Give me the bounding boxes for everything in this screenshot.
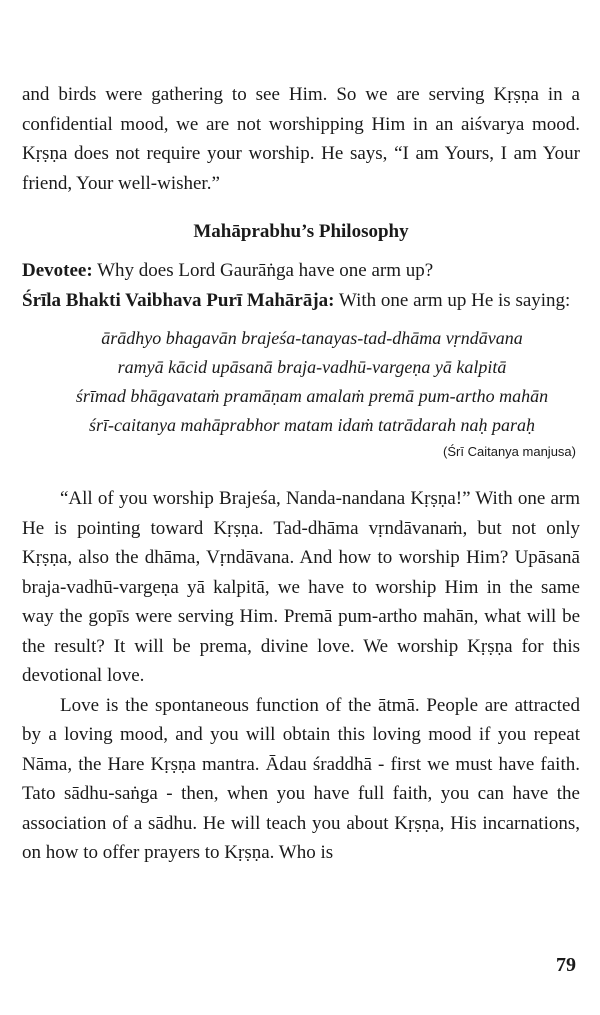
verse-source: (Śrī Caitanya manjusa): [443, 444, 576, 459]
verse-line: śrī-caitanya mahāprabhor matam idaṁ tatrādarah naḥ paraḥ: [88, 415, 535, 435]
paragraph-2: “All of you worship Brajeśa, Nanda-nandana Kṛṣṇa!” With one arm He is pointing toward Kṛṣṇa. Tad-dhāma vṛndāvanaṁ, but not only Kṛṣṇa, also the dhāma, Vṛndāvana. And how to worship Him? Upāsanā braja-vadhū-vargeṇa yā kalpitā, we have to worship Him in the same way the gopīs were serving Him. Premā pum-artho mahān, what will be the result? It will be prema, divine love. We worship Kṛṣṇa for this devotional love.: [22, 488, 580, 686]
page-number: 79: [556, 954, 576, 976]
page-body: [22, 80, 580, 868]
verse-line: ārādhyo bhagavān brajeśa-tanayas-tad-dhāma vṛndāvana: [101, 328, 523, 348]
maharaja-answer: [22, 286, 580, 316]
section-heading: Mahāprabhu’s Philosophy: [193, 221, 409, 242]
maharaja-answer-text: With one arm up He is saying:: [338, 289, 571, 311]
verse-line: śrīmad bhāgavataṁ pramāṇam amalaṁ premā pum-artho mahān: [75, 386, 549, 406]
paragraph-1: and birds were gathering to see Him. So we are serving Kṛṣṇa in a confidential mood, we are not worshipping Him in an aiśvarya mood. Kṛṣṇa does not require your worship. He says, “I am Yours, I am Your friend, Your well-wisher.”: [22, 84, 580, 194]
devotee-question: [22, 256, 580, 286]
verse-line: ramyā kācid upāsanā braja-vadhū-vargeṇa yā kalpitā: [117, 357, 507, 377]
maharaja-speaker: Śrīla Bhakti Vaibhava Purī Mahārāja:: [22, 289, 335, 311]
devotee-speaker: Devotee:: [22, 260, 93, 281]
devotee-question-text: Why does Lord Gaurāṅga have one arm up?: [97, 260, 434, 281]
verse-block: [22, 324, 580, 440]
paragraph-3: Love is the spontaneous function of the ātmā. People are attracted by a loving mood, and you will obtain this loving mood if you repeat Nāma, the Hare Kṛṣṇa mantra. Ādau śraddhā - first we must have faith. Tato sādhu-saṅga - then, when you have full faith, you can have the association of a sādhu. He will teach you about Kṛṣṇa, His incarnations, on how to offer prayers to Kṛṣṇa. Who is: [22, 694, 580, 863]
